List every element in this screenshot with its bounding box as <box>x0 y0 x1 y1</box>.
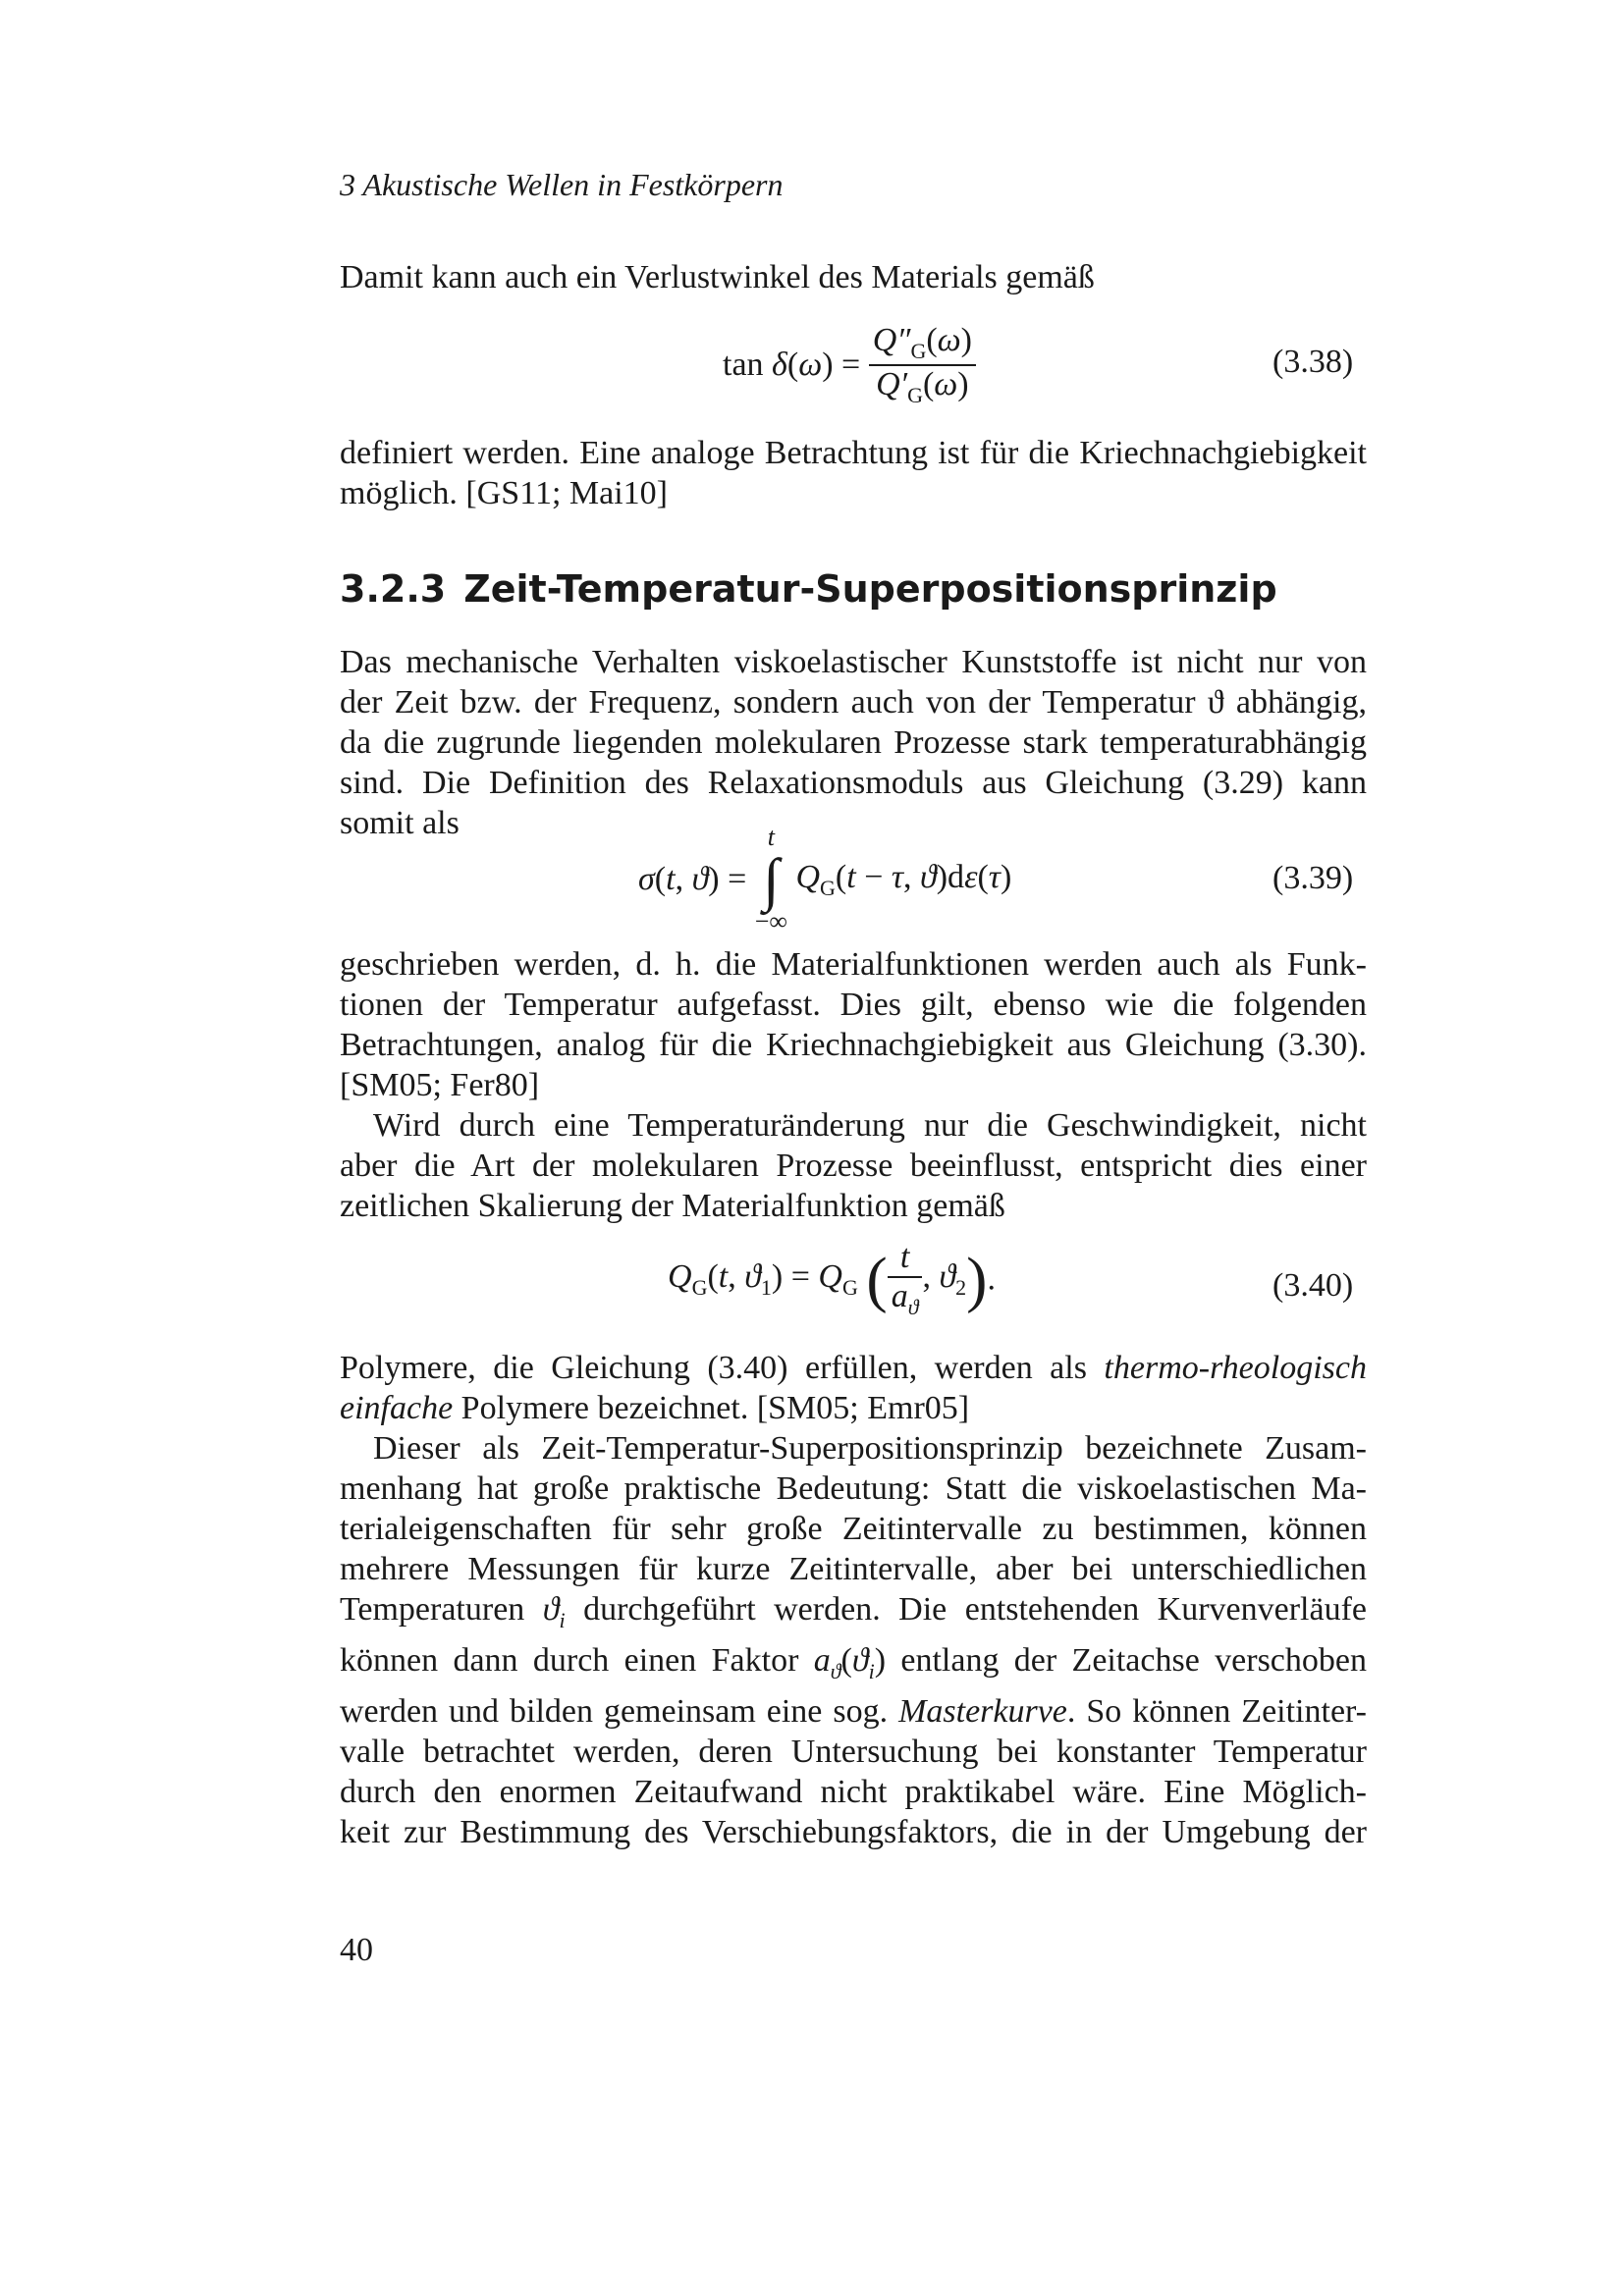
text-line: aber die Art der molekularen Prozesse beeinflusst, entspricht dies einer <box>340 1148 1367 1184</box>
text-line: valle betrachtet werden, deren Untersuchung bei konstanter Temperatur <box>340 1733 1367 1770</box>
text-line: keit zur Bestimmung des Verschiebungsfaktors, die in der Umgebung der <box>340 1813 1367 1850</box>
text-line: durch den enormen Zeitaufwand nicht praktikabel wäre. Eine Möglich- <box>340 1773 1367 1810</box>
section-title: Zeit-Temperatur-Superpositionsprinzip <box>463 567 1277 611</box>
paragraph <box>340 1348 1367 1428</box>
text-line: Das mechanische Verhalten viskoelastischer Kunststoffe ist nicht nur von <box>340 644 1367 680</box>
text-line: [SM05; Fer80] <box>340 1067 540 1103</box>
paragraph <box>340 433 1367 513</box>
equation-3-40: $Q_G(t$, $ϑ_1) = Q_G$ ( $\frac{t}{a_ϑ}$ , $ϑ_2$). <box>668 1239 996 1319</box>
fraction: $\frac{t}{a_ϑ}$ <box>888 1239 923 1320</box>
text-line: da die zugrunde liegenden molekularen Prozesse stark temperaturabhängig <box>340 724 1367 761</box>
paragraph <box>340 944 1367 1105</box>
text-line: somit als <box>340 805 460 841</box>
text-line: terialeigenschaften für sehr große Zeitintervalle zu bestimmen, können <box>340 1511 1367 1547</box>
text-line: werden und bilden gemeinsam eine sog. Masterkurve. So können Zeitinter- <box>340 1692 1367 1730</box>
integral-sign: t ∫ −∞ <box>754 823 787 935</box>
text-line: Temperaturen $ϑ_i$ durchgeführt werden. Die entstehenden Kurvenverläufe <box>340 1591 1368 1632</box>
equation-number: (3.38) <box>1272 344 1354 380</box>
section-heading <box>340 567 1277 611</box>
text-line: der Zeit bzw. der Frequenz, sondern auch von der Temperatur ϑ abhängig, <box>340 684 1367 721</box>
paragraph <box>340 1428 1367 1852</box>
page-number: 40 <box>340 1932 373 1968</box>
fraction: $\frac{Q''_G(\omega)}{Q'_G(\omega)}$ <box>869 322 976 408</box>
equation-3-39: σ(t, ϑ) = t ∫ −∞ $Q_G(t - \tau$, ϑ)dε(τ) <box>638 823 1012 935</box>
running-head: 3 Akustische Wellen in Festkörpern <box>340 167 784 202</box>
text-line: geschrieben werden, d. h. die Materialfunktionen werden auch als Funk- <box>340 946 1367 983</box>
text-line: möglich. [GS11; Mai10] <box>340 475 668 511</box>
text-line: sind. Die Definition des Relaxationsmoduls aus Gleichung (3.29) kann <box>340 765 1367 801</box>
text-line: tionen der Temperatur aufgefasst. Dies gilt, ebenso wie die folgenden <box>340 987 1367 1023</box>
paragraph <box>340 1105 1367 1226</box>
equation-3-38: tan δ(ω) = $\frac{Q''_G(\omega)}{Q'_G(\omega)}$ <box>723 322 976 408</box>
text-line: Betrachtungen, analog für die Kriechnachgiebigkeit aus Gleichung (3.30). <box>340 1027 1367 1063</box>
equation-number: (3.39) <box>1272 860 1354 896</box>
equation-number: (3.40) <box>1272 1267 1354 1304</box>
text-line: Damit kann auch ein Verlustwinkel des Materials gemäß <box>340 259 1095 295</box>
paragraph <box>340 257 1367 297</box>
text-line: zeitlichen Skalierung der Materialfunktion gemäß <box>340 1188 1005 1224</box>
text-line: können dann durch einen Faktor $a_ϑ(ϑ_i)$ entlang der Zeitachse verschoben <box>340 1641 1367 1683</box>
text-line: mehrere Messungen für kurze Zeitintervalle, aber bei unterschiedlichen <box>340 1551 1367 1587</box>
text-line: Polymere, die Gleichung (3.40) erfüllen, werden als thermo-rheologisch <box>340 1350 1367 1386</box>
text-line: definiert werden. Eine analoge Betrachtung ist für die Kriechnachgiebigkeit <box>340 435 1367 471</box>
paragraph <box>340 642 1367 843</box>
text-line: Wird durch eine Temperaturänderung nur die Geschwindigkeit, nicht <box>373 1107 1367 1144</box>
text-line: Dieser als Zeit-Temperatur-Superpositionsprinzip bezeichnete Zusam- <box>373 1430 1367 1467</box>
section-number: 3.2.3 <box>340 567 447 611</box>
text-line: einfache Polymere bezeichnet. [SM05; Emr05] <box>340 1390 970 1426</box>
text-line: menhang hat große praktische Bedeutung: Statt die viskoelastischen Ma- <box>340 1470 1367 1507</box>
